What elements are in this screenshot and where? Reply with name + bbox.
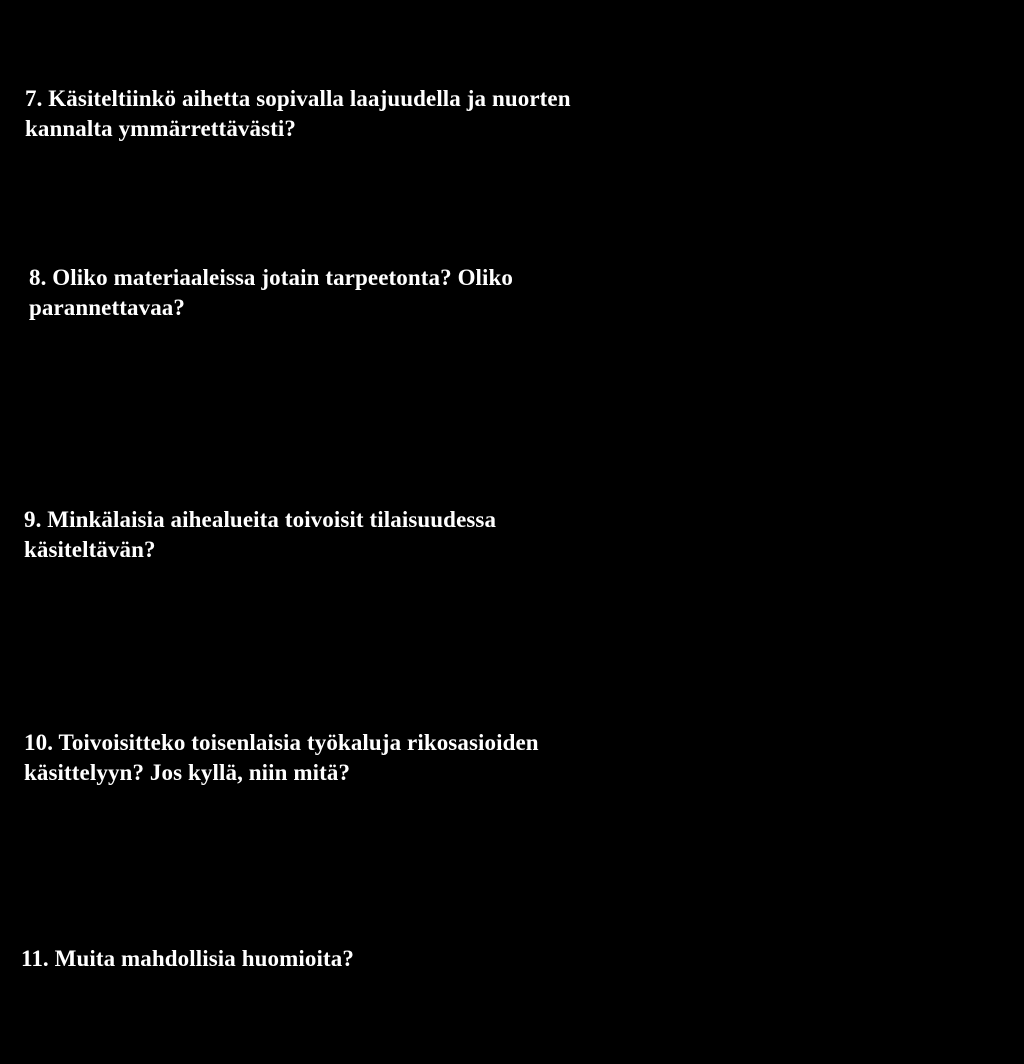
question-10 bbox=[24, 728, 539, 788]
question-9-line-2: käsiteltävän? bbox=[24, 537, 156, 562]
question-9 bbox=[24, 505, 496, 565]
question-10-line-1: 10. Toivoisitteko toisenlaisia työkaluja rikosasioiden bbox=[24, 730, 539, 755]
question-7 bbox=[25, 84, 571, 144]
question-8-line-2: parannettavaa? bbox=[29, 295, 186, 320]
question-10-line-2: käsittelyyn? Jos kyllä, niin mitä? bbox=[24, 760, 351, 785]
question-11-line-1: 11. Muita mahdollisia huomioita? bbox=[21, 946, 354, 971]
question-8-line-1: 8. Oliko materiaaleissa jotain tarpeetonta? Oliko bbox=[29, 265, 514, 290]
question-9-line-1: 9. Minkälaisia aihealueita toivoisit tilaisuudessa bbox=[24, 507, 497, 532]
question-8 bbox=[29, 263, 513, 323]
question-7-line-2: kannalta ymmärrettävästi? bbox=[25, 116, 297, 141]
question-11 bbox=[21, 944, 354, 974]
question-7-line-1: 7. Käsiteltiinkö aihetta sopivalla laajuudella ja nuorten bbox=[25, 86, 571, 111]
